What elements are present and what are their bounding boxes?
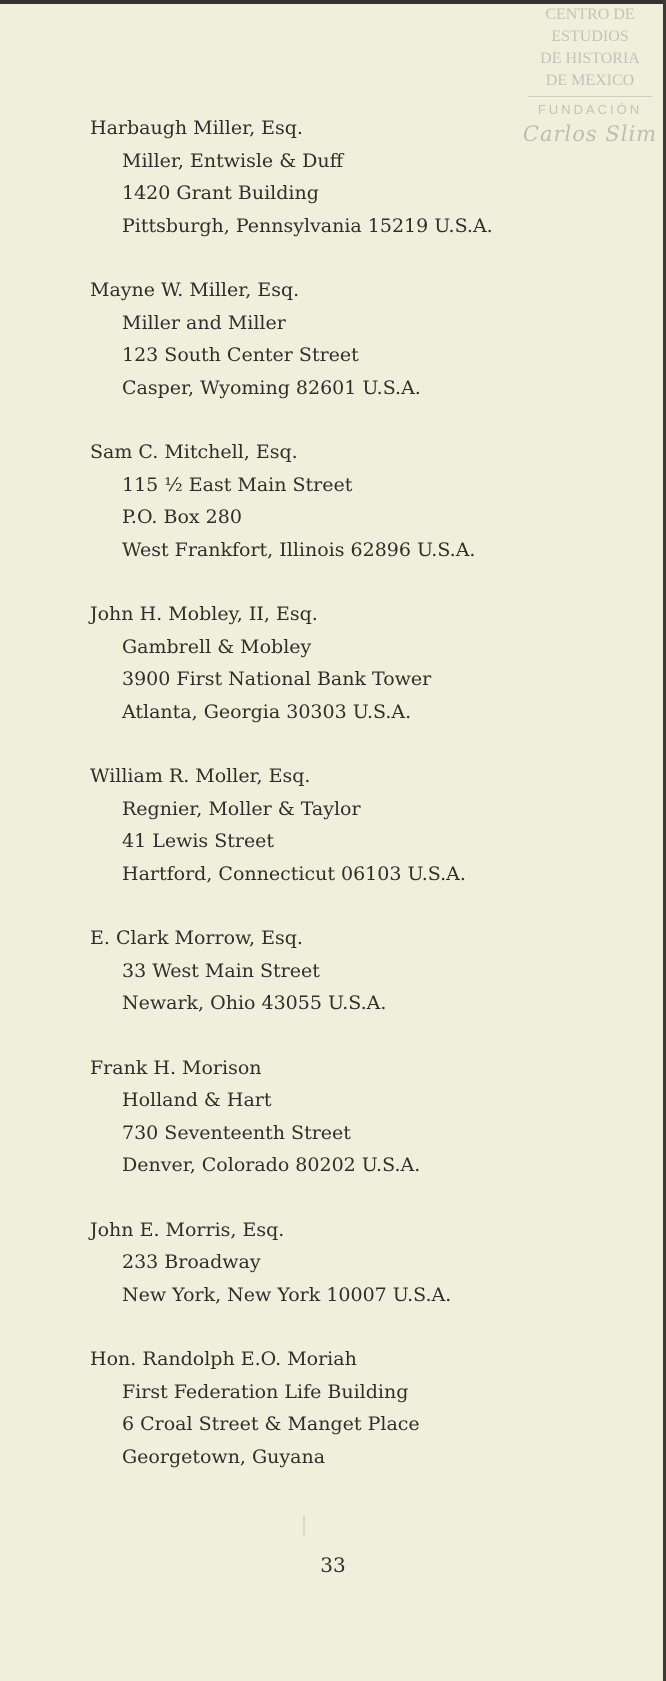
entry-address-line: Pittsburgh, Pennsylvania 15219 U.S.A. — [122, 214, 493, 237]
entry-name: Harbaugh Miller, Esq. — [90, 117, 303, 139]
page-number: 33 — [320, 1553, 346, 1577]
entry-name: E. Clark Morrow, Esq. — [90, 927, 303, 949]
entry-name: John E. Morris, Esq. — [90, 1218, 285, 1241]
entry-name: Sam C. Mitchell, Esq. — [90, 441, 298, 463]
address-entry — [90, 274, 630, 404]
entry-name: Frank H. Morison — [90, 1056, 262, 1079]
address-entry — [90, 1343, 630, 1473]
address-entry — [90, 922, 630, 1020]
entry-address-line: West Frankfort, Illinois 62896 U.S.A. — [122, 538, 476, 561]
watermark-line: CENTRO DE — [545, 6, 635, 23]
entry-address-line: Atlanta, Georgia 30303 U.S.A. — [122, 700, 412, 723]
entry-address-line: 6 Croal Street & Manget Place — [122, 1413, 420, 1435]
entry-address-line: Holland & Hart — [122, 1089, 272, 1111]
entry-address-line: 41 Lewis Street — [122, 830, 275, 852]
entry-address-line: 233 Broadway — [122, 1251, 261, 1273]
entry-name: William R. Moller, Esq. — [90, 765, 311, 787]
entry-name: Mayne W. Miller, Esq. — [90, 279, 300, 301]
entry-address-line: P.O. Box 280 — [122, 506, 242, 528]
entry-address-line: 730 Seventeenth Street — [122, 1121, 351, 1144]
entry-address-line: 123 South Center Street — [122, 344, 359, 366]
watermark-line: ESTUDIOS — [551, 28, 629, 45]
entry-address-line: Hartford, Connecticut 06103 U.S.A. — [122, 862, 466, 885]
entry-address-line: First Federation Life Building — [122, 1380, 409, 1403]
entry-address-line: 3900 First National Bank Tower — [122, 668, 432, 690]
entry-address-line: 1420 Grant Building — [122, 182, 319, 204]
entry-address-line: Gambrell & Mobley — [122, 635, 312, 658]
entry-address-line: Georgetown, Guyana — [122, 1445, 326, 1468]
entry-address-line: Denver, Colorado 80202 U.S.A. — [122, 1154, 421, 1176]
entry-address-line: 33 West Main Street — [122, 959, 320, 982]
entry-address-line: Newark, Ohio 43055 U.S.A. — [122, 992, 387, 1014]
entry-address-line: New York, New York 10007 U.S.A. — [122, 1283, 452, 1306]
entry-address-line: 115 ½ East Main Street — [122, 473, 353, 496]
entry-address-line: Miller, Entwisle & Duff — [122, 149, 344, 172]
watermark-divider — [528, 96, 652, 97]
watermark-line: DE HISTORIA — [540, 50, 640, 67]
entry-name: John H. Mobley, II, Esq. — [90, 603, 318, 625]
entry-address-line: Casper, Wyoming 82601 U.S.A. — [122, 376, 421, 399]
entry-address-line: Regnier, Moller & Taylor — [122, 797, 361, 820]
scan-mark — [303, 1516, 305, 1536]
address-entry — [90, 598, 630, 728]
watermark-line: DE MEXICO — [545, 72, 635, 89]
address-entry — [90, 1214, 630, 1312]
entry-address-line: Miller and Miller — [122, 311, 286, 334]
address-entry — [90, 760, 630, 890]
entry-name: Hon. Randolph E.O. Moriah — [90, 1348, 357, 1370]
address-entry — [90, 436, 630, 566]
address-entry — [90, 112, 630, 242]
watermark-foundation: FUNDACIÓN — [537, 102, 643, 117]
watermark-signature: Carlos Slim — [522, 122, 658, 146]
address-entry — [90, 1052, 630, 1182]
address-list — [90, 112, 630, 1505]
